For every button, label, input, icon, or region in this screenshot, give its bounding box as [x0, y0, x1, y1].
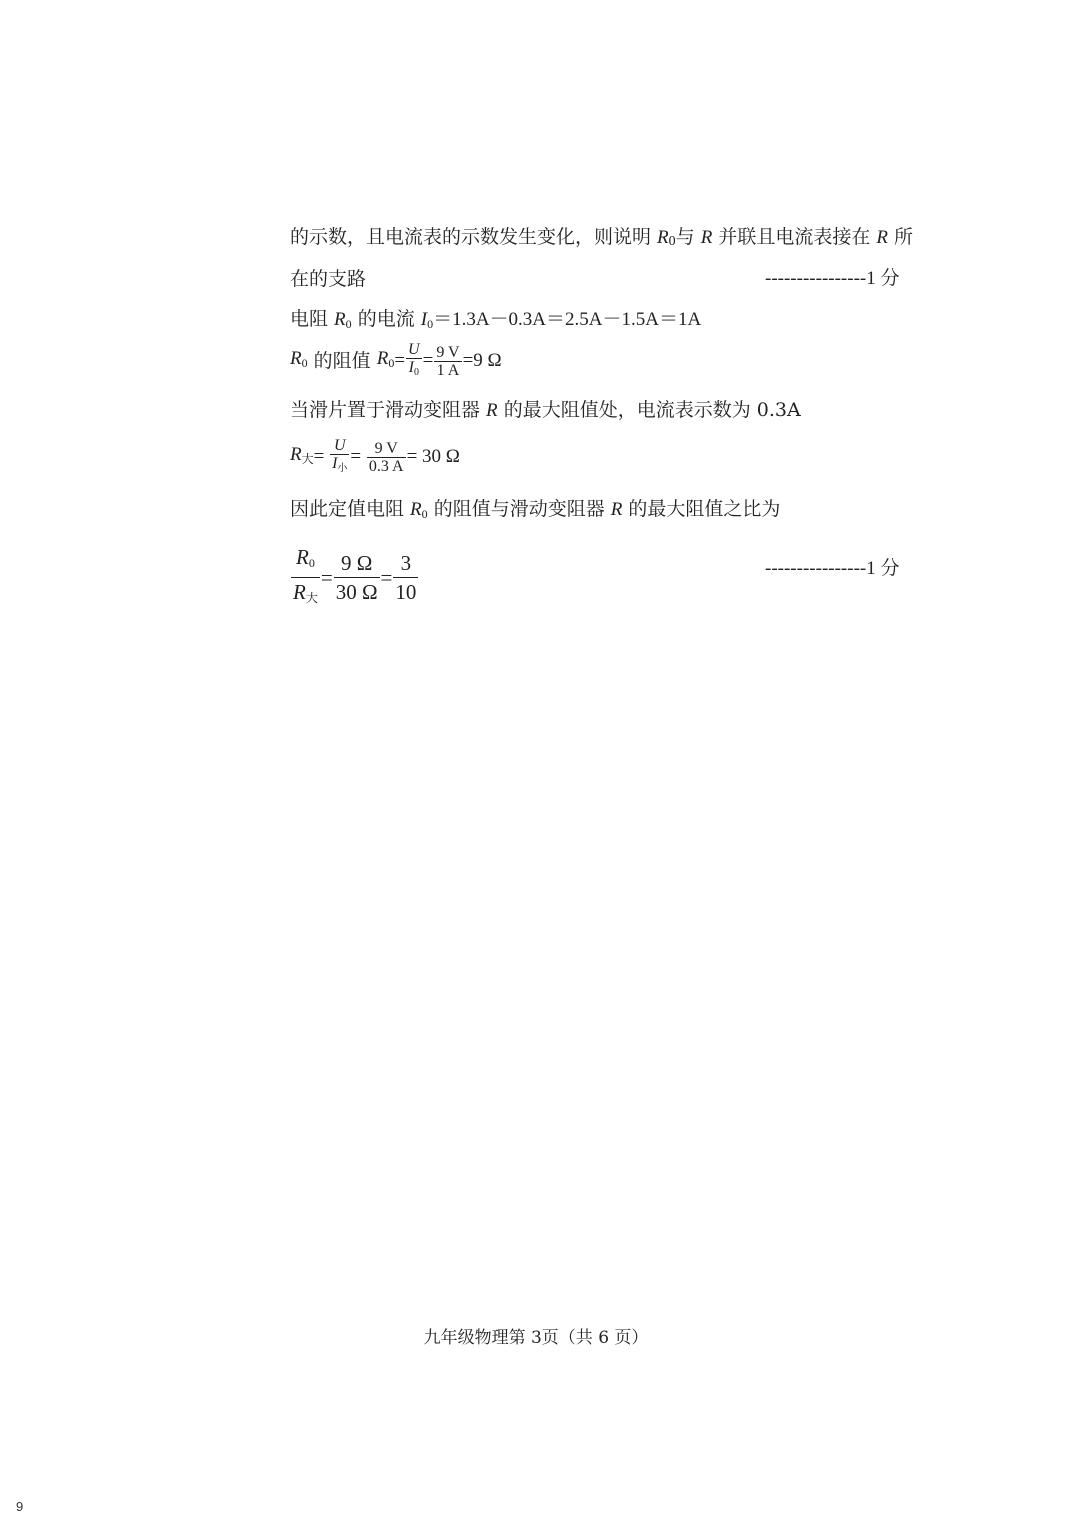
symbol-r: R: [486, 400, 498, 421]
symbol-r: R: [700, 227, 713, 248]
fraction-numerator: 3: [393, 549, 418, 578]
current-equation: ＝1.3A－0.3A＝2.5A－1.5A＝1A: [433, 309, 702, 330]
text-line-8: [290, 543, 419, 612]
text-segment: 并联且电流表接在: [712, 226, 877, 248]
fraction-numerator: 9 V: [367, 440, 406, 458]
fraction-denominator: 0.3 A: [368, 457, 404, 475]
fraction-numerator: 9 Ω: [334, 549, 380, 578]
symbol-r: R: [610, 499, 623, 520]
text-segment: 的最大阻值处，电流表示数为 0.3A: [497, 399, 801, 421]
symbol-r0: $R_0$: [376, 348, 395, 370]
result-value: = 30 Ω: [406, 446, 460, 467]
fraction-denominator: $I_小$: [332, 455, 348, 474]
fraction-r0-over-rmax: [291, 543, 320, 612]
symbol-r: R: [876, 227, 889, 248]
page-footer: 九年级物理第 3页（共 6 页）: [423, 1328, 649, 1348]
symbol-i0: $I_0$: [420, 309, 434, 331]
equals-sign: =: [380, 565, 393, 590]
text-segment: 的电流: [351, 308, 421, 330]
text-segment: 因此定值电阻: [290, 498, 411, 520]
fraction-9v-over-0.3a: [367, 440, 406, 475]
equals-sign: =: [422, 350, 434, 371]
fraction-3-over-10: [393, 549, 418, 606]
score-mark-1: ----------------1 分: [765, 268, 900, 289]
fraction-numerator: 9 V: [436, 343, 460, 361]
score-mark-2: ----------------1 分: [765, 558, 900, 579]
text-line-7: [290, 497, 780, 526]
symbol-r-max: $R_大$: [290, 444, 314, 466]
fraction-denominator: $I_0$: [408, 359, 419, 378]
symbol-r0: $R_0$: [290, 348, 308, 370]
text-segment: 的阻值: [307, 350, 377, 372]
fraction-numerator: U: [408, 341, 420, 358]
symbol-r0: $R_0$: [410, 499, 428, 521]
equals-sign: =: [320, 565, 333, 590]
text-line-6: [290, 437, 460, 477]
fraction-9-over-30: [334, 549, 380, 606]
text-segment: 所: [888, 226, 914, 248]
fraction-u-over-i-min: [330, 437, 349, 477]
text-line-4: [290, 341, 502, 381]
text-segment: 当滑片置于滑动变阻器: [290, 399, 487, 421]
symbol-r0: $R_0$: [657, 227, 676, 249]
symbol-r0: $R_0$: [334, 309, 352, 331]
text-segment: 与: [675, 226, 701, 248]
fraction-9v-over-1a: [434, 344, 461, 379]
equals-sign: =: [350, 446, 366, 467]
fraction-denominator: $R_大$: [293, 580, 318, 605]
fraction-denominator: 30 Ω: [335, 580, 378, 604]
text-line-5: [290, 398, 801, 423]
text-segment: 的示数，且电流表的示数发生变化，则说明: [290, 226, 658, 248]
corner-page-number: 9: [16, 1499, 24, 1514]
text-segment: 的阻值与滑动变阻器: [427, 498, 611, 520]
text-line-3: [290, 307, 701, 336]
fraction-numerator: $R_0$: [291, 543, 320, 578]
text-segment: 在的支路: [290, 268, 367, 290]
text-line-1: [290, 225, 913, 254]
fraction-denominator: 10: [395, 580, 417, 604]
fraction-numerator: U: [330, 437, 349, 455]
fraction-denominator: 1 A: [436, 361, 460, 379]
equals-sign: =: [394, 350, 406, 371]
text-segment: 电阻: [290, 308, 335, 330]
equals-sign: =: [313, 446, 330, 467]
text-line-2: [290, 267, 366, 291]
text-segment: 的最大阻值之比为: [622, 498, 781, 520]
fraction-u-over-i0: [406, 341, 422, 381]
result-value: =9 Ω: [462, 350, 502, 371]
